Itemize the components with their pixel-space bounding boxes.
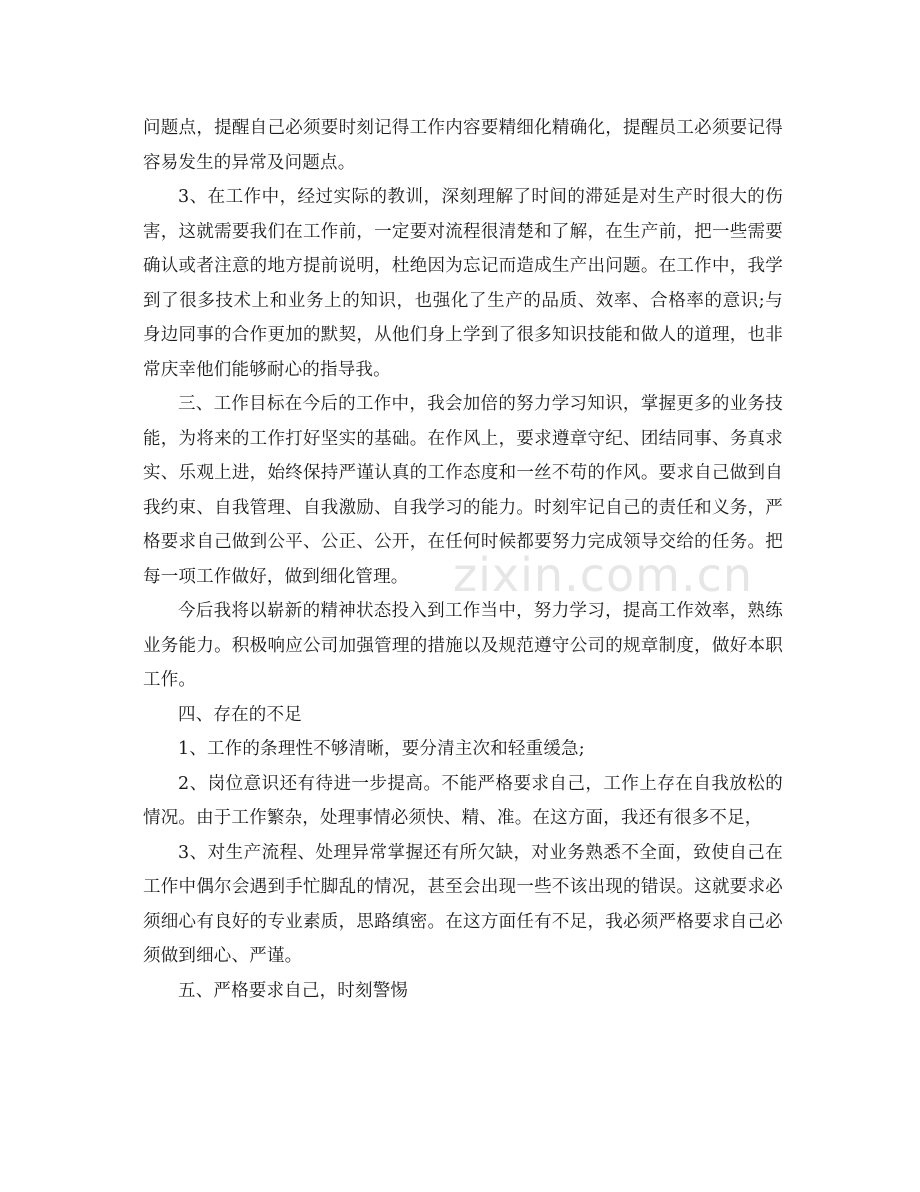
document-body <box>143 111 783 1008</box>
shortcoming-item-1: 1、工作的条理性不够清晰，要分清主次和轻重缓急; <box>178 739 585 759</box>
shortcoming-item-2: 2、岗位意识还有待进一步提高。不能严格要求自己，工作上存在自我放松的情况。由于工作繁杂，处理事情必须快、精、准。在这方面，我还有很多不足， <box>143 773 783 828</box>
section-heading-strict-requirements: 五、严格要求自己，时刻警惕 <box>178 980 409 1001</box>
paragraph-continuation: 问题点，提醒自己必须要时刻记得工作内容要精细化精确化，提醒员工必须要记得容易发生的异常及问题点。 <box>143 118 783 173</box>
paragraph-work-goals: 三、工作目标在今后的工作中，我会加倍的努力学习知识，掌握更多的业务技能，为将来的工作打好坚实的基础。在作风上，要求遵章守纪、团结同事、务真求实、乐观上进，始终保持严谨认真的工作态度和一丝不苟的作风。要求自己做到自我约束、自我管理、自我激励、自我学习的能力。时刻牢记自己的责任和义务，严格要求自己做到公平、公正、公开，在任何时候都要努力完成领导交给的任务。把每一项工作做好，做到细化管理。 <box>143 394 783 587</box>
watermark: zixin.com.cn <box>453 548 754 602</box>
paragraph-future-plan: 今后我将以崭新的精神状态投入到工作当中，努力学习，提高工作效率，熟练业务能力。积极响应公司加强管理的措施以及规范遵守公司的规章制度，做好本职工作。 <box>143 601 783 690</box>
paragraph-item-3-training: 3、在工作中，经过实际的教训，深刻理解了时间的滞延是对生产时很大的伤害，这就需要我们在工作前，一定要对流程很清楚和了解，在生产前，把一些需要确认或者注意的地方提前说明，杜绝因为忘记而造成生产出问题。在工作中，我学到了很多技术上和业务上的知识，也强化了生产的品质、效率、合格率的意识;与身边同事的合作更加的默契，从他们身上学到了很多知识技能和做人的道理，也非常庆幸他们能够耐心的指导我。 <box>143 187 783 380</box>
shortcoming-item-3: 3、对生产流程、处理异常掌握还有所欠缺，对业务熟悉不全面，致使自己在工作中偶尔会遇到手忙脚乱的情况，甚至会出现一些不该出现的错误。这就要求必须细心有良好的专业素质，思路缜密。在这方面任有不足，我必须严格要求自己必须做到细心、严谨。 <box>143 842 783 966</box>
section-heading-shortcomings: 四、存在的不足 <box>178 704 302 725</box>
